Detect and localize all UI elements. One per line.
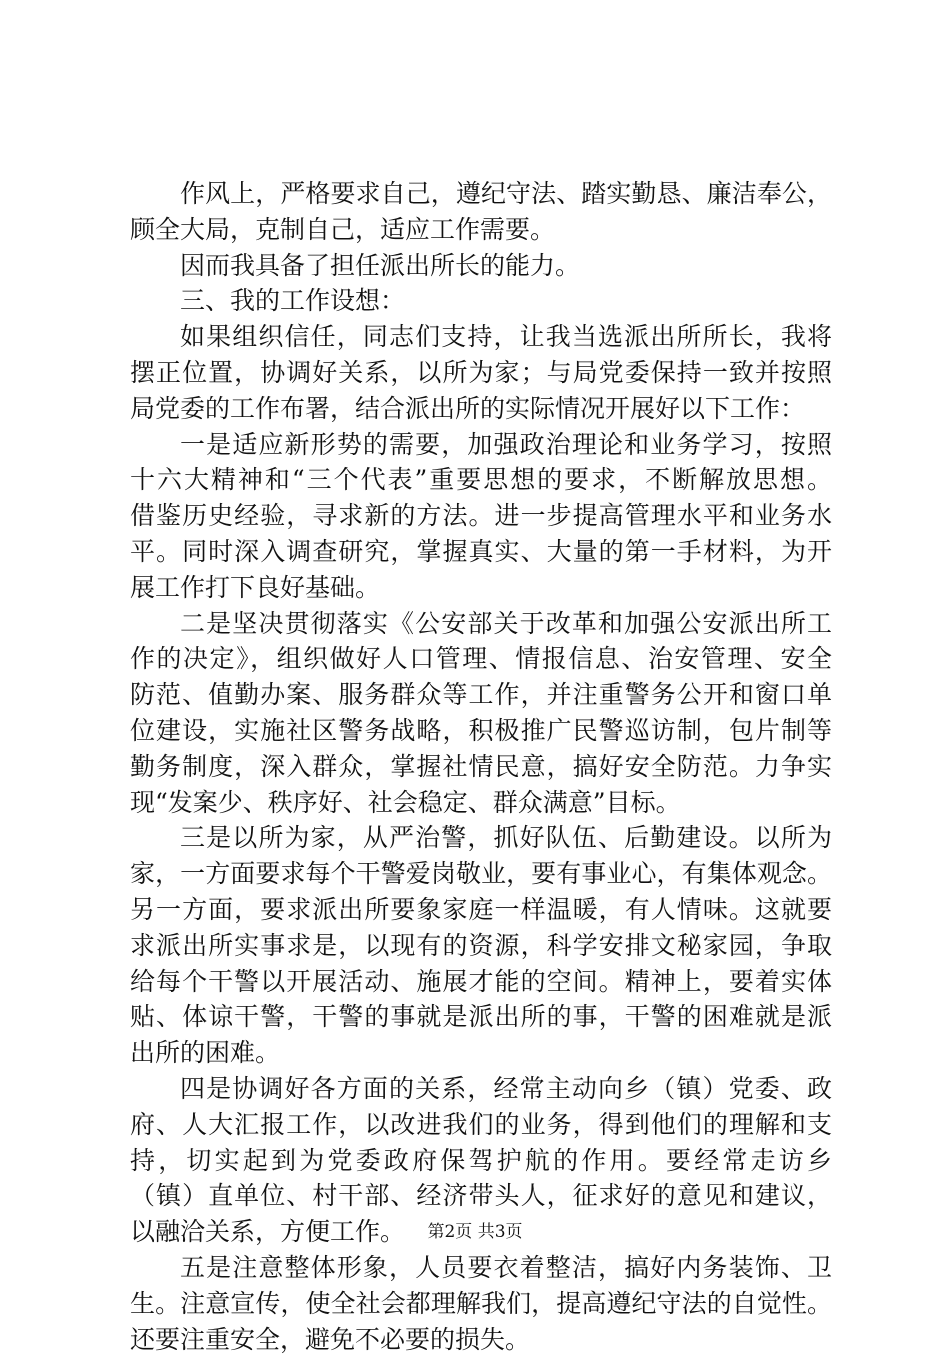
paragraph bbox=[130, 319, 832, 426]
paragraph-line: 作风上，严格要求自己，遵纪守法、踏实勤恳、廉洁奉公， bbox=[130, 176, 832, 212]
paragraph bbox=[130, 427, 832, 606]
paragraph bbox=[130, 248, 832, 284]
paragraph-line: 生。注意宣传，使全社会都理解我们，提高遵纪守法的自觉性。 bbox=[130, 1286, 832, 1322]
paragraph-line: 现“发案少、秩序好、社会稳定、群众满意”目标。 bbox=[130, 785, 832, 821]
paragraph-line: 三、我的工作设想： bbox=[130, 283, 832, 319]
paragraph-line: 借鉴历史经验，寻求新的方法。进一步提高管理水平和业务水 bbox=[130, 498, 832, 534]
paragraph-line: （镇）直单位、村干部、经济带头人，征求好的意见和建议， bbox=[130, 1178, 832, 1214]
paragraph-line: 以融洽关系，方便工作。 bbox=[130, 1214, 832, 1250]
paragraph-line: 求派出所实事求是，以现有的资源，科学安排文秘家园，争取 bbox=[130, 928, 832, 964]
paragraph-line: 一是适应新形势的需要，加强政治理论和业务学习，按照 bbox=[130, 427, 832, 463]
paragraph-line: 展工作打下良好基础。 bbox=[130, 570, 832, 606]
paragraph-line: 勤务制度，深入群众，掌握社情民意，搞好安全防范。力争实 bbox=[130, 749, 832, 785]
paragraph bbox=[130, 1250, 832, 1357]
paragraph-line: 家，一方面要求每个干警爱岗敬业，要有事业心，有集体观念。 bbox=[130, 856, 832, 892]
paragraph-line: 五是注意整体形象，人员要衣着整洁，搞好内务装饰、卫 bbox=[130, 1250, 832, 1286]
paragraph bbox=[130, 176, 832, 248]
paragraph-line: 府、人大汇报工作，以改进我们的业务，得到他们的理解和支 bbox=[130, 1107, 832, 1143]
paragraph-line: 给每个干警以开展活动、施展才能的空间。精神上，要着实体 bbox=[130, 964, 832, 1000]
paragraph-line: 还要注重安全，避免不必要的损失。 bbox=[130, 1322, 832, 1357]
paragraph-line: 顾全大局，克制自己，适应工作需要。 bbox=[130, 212, 832, 248]
paragraph-line: 防范、值勤办案、服务群众等工作，并注重警务公开和窗口单 bbox=[130, 677, 832, 713]
paragraph-line: 局党委的工作布署，结合派出所的实际情况开展好以下工作： bbox=[130, 391, 832, 427]
paragraph-line: 位建设，实施社区警务战略，积极推广民警巡访制，包片制等 bbox=[130, 713, 832, 749]
paragraph-line: 作的决定》，组织做好人口管理、情报信息、治安管理、安全 bbox=[130, 641, 832, 677]
paragraph-line: 出所的困难。 bbox=[130, 1035, 832, 1071]
paragraph-line: 持，切实起到为党委政府保驾护航的作用。要经常走访乡 bbox=[130, 1143, 832, 1179]
paragraph bbox=[130, 283, 832, 319]
paragraph-line: 平。同时深入调查研究，掌握真实、大量的第一手材料，为开 bbox=[130, 534, 832, 570]
paragraph-line: 二是坚决贯彻落实《公安部关于改革和加强公安派出所工 bbox=[130, 606, 832, 642]
paragraph-line: 另一方面，要求派出所要象家庭一样温暖，有人情味。这就要 bbox=[130, 892, 832, 928]
paragraph-line: 三是以所为家，从严治警，抓好队伍、后勤建设。以所为 bbox=[130, 820, 832, 856]
paragraph-line: 四是协调好各方面的关系，经常主动向乡（镇）党委、政 bbox=[130, 1071, 832, 1107]
paragraph-line: 因而我具备了担任派出所长的能力。 bbox=[130, 248, 832, 284]
paragraph bbox=[130, 820, 832, 1071]
page-footer: 第2页 共3页 bbox=[0, 1217, 950, 1242]
document-body bbox=[130, 176, 832, 1357]
paragraph-line: 十六大精神和“三个代表”重要思想的要求，不断解放思想。 bbox=[130, 462, 832, 498]
paragraph bbox=[130, 606, 832, 821]
paragraph-line: 如果组织信任，同志们支持，让我当选派出所所长，我将 bbox=[130, 319, 832, 355]
paragraph-line: 贴、体谅干警，干警的事就是派出所的事，干警的困难就是派 bbox=[130, 999, 832, 1035]
paragraph-line: 摆正位置，协调好关系，以所为家；与局党委保持一致并按照 bbox=[130, 355, 832, 391]
